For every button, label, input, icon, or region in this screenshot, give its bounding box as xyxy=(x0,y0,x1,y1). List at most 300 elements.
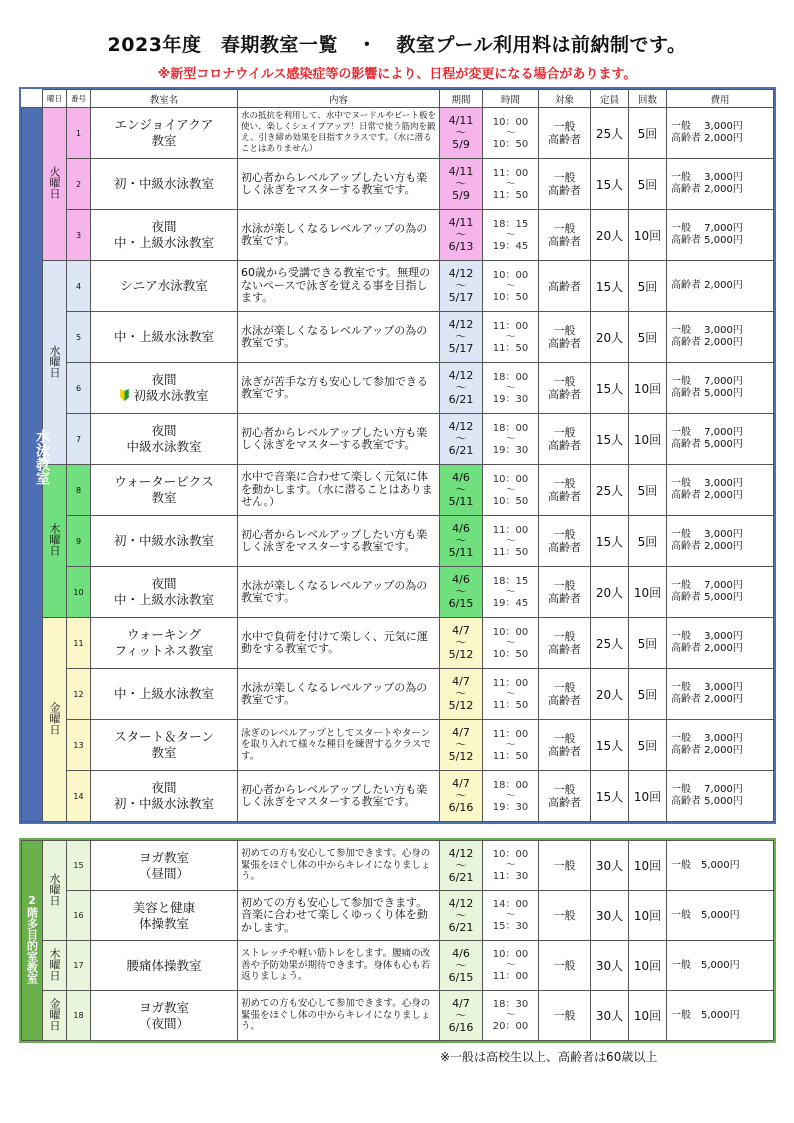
class-content: 初めての方も安心して参加できます。心身の緊張をほぐし体の中からキレイになりましょう。 xyxy=(238,841,440,891)
fee-line: 高齢者 2,000円 xyxy=(671,694,743,705)
class-capacity: 30人 xyxy=(591,841,629,891)
class-target xyxy=(539,991,591,1041)
fee-line: 高齢者 2,000円 xyxy=(671,337,743,348)
name-line: 教室 xyxy=(151,745,177,760)
class-sessions: 5回 xyxy=(629,465,667,516)
day-cell xyxy=(43,841,67,941)
name-line: 体操教室 xyxy=(138,915,189,931)
period-line: 5/11 xyxy=(448,546,474,559)
class-fee xyxy=(667,108,774,159)
time-line: 10：00 xyxy=(492,949,529,960)
class-name xyxy=(91,159,238,210)
period-line: ～ xyxy=(455,687,467,700)
class-name xyxy=(91,414,238,465)
table-row xyxy=(22,941,774,991)
beginner-mark-icon xyxy=(119,389,130,401)
class-number: 2 xyxy=(67,159,91,210)
class-content: 初心者からレベルアップしたい方も楽しく泳ぎをマスターする教室です。 xyxy=(238,159,440,210)
class-capacity: 15人 xyxy=(591,720,629,771)
period-line: 4/7 xyxy=(452,777,470,790)
class-period xyxy=(440,669,483,720)
period-line: ～ xyxy=(455,330,467,343)
target-line: 一般 xyxy=(553,579,576,592)
day-cell xyxy=(43,618,67,822)
fee-line: 一般 3,000円 xyxy=(671,325,743,336)
time-line: 18：00 xyxy=(492,371,529,383)
class-target xyxy=(539,414,591,465)
time-line: 19：30 xyxy=(492,801,529,813)
time-line: ～ xyxy=(505,280,516,292)
time-line: 11：50 xyxy=(492,750,529,762)
fee-line: 一般 3,000円 xyxy=(671,631,743,642)
class-sessions: 5回 xyxy=(629,516,667,567)
class-target xyxy=(539,669,591,720)
class-target xyxy=(539,159,591,210)
class-capacity: 30人 xyxy=(591,991,629,1041)
class-time xyxy=(483,210,539,261)
class-name xyxy=(91,261,238,312)
fee-line: 高齢者 2,000円 xyxy=(671,490,743,501)
table-row xyxy=(22,841,774,891)
time-line: ～ xyxy=(505,586,516,598)
class-number: 4 xyxy=(67,261,91,312)
period-line: ～ xyxy=(455,483,467,496)
table-row xyxy=(22,516,774,567)
target-line: 一般 xyxy=(553,375,576,388)
time-line: 14：00 xyxy=(492,899,529,910)
class-capacity: 15人 xyxy=(591,261,629,312)
class-name xyxy=(91,567,238,618)
period-line: 5/17 xyxy=(448,291,474,304)
class-period xyxy=(440,891,483,941)
class-fee xyxy=(667,159,774,210)
fee-line: 一般 3,000円 xyxy=(671,529,743,540)
period-line: ～ xyxy=(455,1008,467,1022)
class-period xyxy=(440,720,483,771)
period-line: ～ xyxy=(455,534,467,547)
class-name xyxy=(91,618,238,669)
time-line: 10：00 xyxy=(492,269,529,281)
class-fee xyxy=(667,363,774,414)
header-content: 内容 xyxy=(238,90,440,108)
time-line: 19：30 xyxy=(492,444,529,456)
target-line: 一般 xyxy=(553,477,576,490)
class-fee xyxy=(667,618,774,669)
target-line: 一般 xyxy=(553,681,576,694)
table-row xyxy=(22,261,774,312)
period-line: ～ xyxy=(455,177,467,190)
time-line: ～ xyxy=(505,688,516,700)
fee-line: 一般 7,000円 xyxy=(671,223,743,234)
class-number: 9 xyxy=(67,516,91,567)
period-line: 6/21 xyxy=(448,920,474,934)
table-row xyxy=(22,363,774,414)
time-line: ～ xyxy=(505,484,516,496)
period-line: 4/11 xyxy=(448,216,474,229)
period-line: 4/11 xyxy=(448,165,474,178)
day-cell xyxy=(43,991,67,1041)
period-line: ～ xyxy=(455,789,467,802)
class-name xyxy=(91,465,238,516)
header-number: 番号 xyxy=(67,90,91,108)
class-target xyxy=(539,618,591,669)
name-line: スタート＆ターン xyxy=(114,729,214,744)
class-target xyxy=(539,312,591,363)
fee-line: 高齢者 5,000円 xyxy=(671,388,743,399)
target-line: 一般 xyxy=(553,783,576,796)
time-line: ～ xyxy=(505,535,516,547)
class-name xyxy=(91,771,238,822)
class-sessions: 10回 xyxy=(629,891,667,941)
class-time xyxy=(483,941,539,991)
class-name xyxy=(91,841,238,891)
fee-line: 一般 3,000円 xyxy=(671,172,743,183)
name-line: 初・中級水泳教室 xyxy=(113,533,214,548)
time-line: 10：50 xyxy=(492,648,529,660)
target-line: 一般 xyxy=(553,171,576,184)
class-sessions: 10回 xyxy=(629,991,667,1041)
fee-line: 高齢者 5,000円 xyxy=(671,439,743,450)
class-time xyxy=(483,720,539,771)
table-row xyxy=(22,567,774,618)
day-cell xyxy=(43,941,67,991)
time-line: 18：15 xyxy=(492,575,529,587)
class-number: 14 xyxy=(67,771,91,822)
class-time xyxy=(483,991,539,1041)
class-capacity: 20人 xyxy=(591,210,629,261)
period-line: 6/16 xyxy=(448,1020,474,1034)
class-content: 水泳が楽しくなるレベルアップの為の教室です。 xyxy=(238,210,440,261)
time-line: ～ xyxy=(505,127,516,139)
class-time xyxy=(483,516,539,567)
class-fee xyxy=(667,941,774,991)
name-line: 教室 xyxy=(151,490,177,505)
class-number: 11 xyxy=(67,618,91,669)
period-line: 4/12 xyxy=(448,369,474,382)
table-row xyxy=(22,618,774,669)
class-fee xyxy=(667,414,774,465)
target-line: 一般 xyxy=(553,120,576,133)
covid-notice: ※新型コロナウイルス感染症等の影響により、日程が変更になる場合があります。 xyxy=(157,67,637,82)
time-line: 10：00 xyxy=(492,626,529,638)
class-target xyxy=(539,567,591,618)
time-line: ～ xyxy=(505,637,516,649)
time-line: ～ xyxy=(505,960,516,971)
fee-line: 高齢者 2,000円 xyxy=(671,745,743,756)
name-line: 夜間 xyxy=(151,219,177,234)
time-line: 10：00 xyxy=(492,473,529,485)
fee-line: 一般 3,000円 xyxy=(671,682,743,693)
time-line: 11：00 xyxy=(492,728,529,740)
class-name xyxy=(91,891,238,941)
class-name xyxy=(91,108,238,159)
class-sessions: 5回 xyxy=(629,618,667,669)
target-line: 高齢者 xyxy=(548,643,581,656)
class-content: 水中で音楽に合わせて楽しく元気に体を動かします。（水に潜ることはありません。） xyxy=(238,465,440,516)
section-label xyxy=(22,841,43,1041)
class-content: 泳ぎが苦手な方も安心して参加できる教室です。 xyxy=(238,363,440,414)
table-row xyxy=(22,108,774,159)
name-line: （夜間） xyxy=(138,1015,189,1031)
class-period xyxy=(440,210,483,261)
target-line: 高齢者 xyxy=(548,337,581,350)
time-line: 11：00 xyxy=(492,320,529,332)
class-capacity: 25人 xyxy=(591,108,629,159)
period-line: 4/6 xyxy=(452,522,470,535)
fee-line: 高齢者 2,000円 xyxy=(671,184,743,195)
class-capacity: 15人 xyxy=(591,516,629,567)
target-line: 高齢者 xyxy=(548,439,581,452)
class-content: 泳ぎのレベルアップとしてスタートやターンを取り入れて様々な種目を練習するクラスです。 xyxy=(238,720,440,771)
class-sessions: 10回 xyxy=(629,414,667,465)
class-fee xyxy=(667,841,774,891)
class-number: 13 xyxy=(67,720,91,771)
class-sessions: 10回 xyxy=(629,363,667,414)
class-period xyxy=(440,465,483,516)
class-name xyxy=(91,363,238,414)
time-line: 11：30 xyxy=(492,871,529,882)
page-title: 2023年度 春期教室一覧 ・ 教室プール利用料は前納制です。 xyxy=(107,34,687,56)
class-target xyxy=(539,261,591,312)
footnote: ※一般は高校生以上、高齢者は60歳以上 xyxy=(440,1050,658,1064)
class-time xyxy=(483,618,539,669)
time-line: ～ xyxy=(505,382,516,394)
class-sessions: 10回 xyxy=(629,841,667,891)
class-capacity: 25人 xyxy=(591,618,629,669)
table-row xyxy=(22,159,774,210)
section-label xyxy=(22,108,50,822)
time-line: 18：30 xyxy=(492,999,529,1010)
fee-line: 一般 3,000円 xyxy=(671,733,743,744)
class-sessions: 10回 xyxy=(629,210,667,261)
target-line: 高齢者 xyxy=(548,541,581,554)
class-content: 水泳が楽しくなるレベルアップの為の教室です。 xyxy=(238,312,440,363)
time-line: 10：50 xyxy=(492,291,529,303)
fee-line: 一般 7,000円 xyxy=(671,376,743,387)
studio-class-table xyxy=(21,840,774,1041)
day-label: 水泳教室 xyxy=(34,428,50,485)
class-number: 17 xyxy=(67,941,91,991)
fee-line: 高齢者 2,000円 xyxy=(671,541,743,552)
class-fee xyxy=(667,465,774,516)
class-period xyxy=(440,991,483,1041)
class-fee xyxy=(667,516,774,567)
class-capacity: 30人 xyxy=(591,891,629,941)
period-line: ～ xyxy=(455,958,467,972)
target-line: 一般 xyxy=(553,1009,576,1022)
header-sessions: 回数 xyxy=(629,90,667,108)
pool-class-table xyxy=(21,89,774,822)
name-line: 初・中級水泳教室 xyxy=(113,176,214,191)
time-line: 11：00 xyxy=(492,167,529,179)
fee-line: 一般 7,000円 xyxy=(671,784,743,795)
class-sessions: 10回 xyxy=(629,771,667,822)
class-time xyxy=(483,465,539,516)
class-content: 水の抵抗を利用して、水中でヌードルやビート板を使い、楽しくシェイプアップ！日常で使う筋肉を鍛え、引き締め効果を目指すクラスです。（水に潜ることはありません） xyxy=(238,108,440,159)
class-period xyxy=(440,363,483,414)
target-line: 高齢者 xyxy=(548,388,581,401)
class-period xyxy=(440,159,483,210)
class-period xyxy=(440,414,483,465)
class-period xyxy=(440,841,483,891)
class-name xyxy=(91,941,238,991)
class-time xyxy=(483,841,539,891)
table-row xyxy=(22,210,774,261)
class-content: 初心者からレベルアップしたい方も楽しく泳ぎをマスターする教室です。 xyxy=(238,414,440,465)
name-line: 初・中級水泳教室 xyxy=(113,796,214,811)
time-line: 10：00 xyxy=(492,849,529,860)
target-line: 高齢者 xyxy=(548,796,581,809)
class-fee xyxy=(667,891,774,941)
name-line: 夜間 xyxy=(151,780,177,795)
class-content: 水中で負荷を付けて楽しく、元気に運動をする教室です。 xyxy=(238,618,440,669)
target-line: 一般 xyxy=(553,859,576,872)
class-period xyxy=(440,261,483,312)
time-line: ～ xyxy=(505,910,516,921)
period-line: 5/11 xyxy=(448,495,474,508)
period-line: 4/6 xyxy=(452,573,470,586)
period-line: 4/7 xyxy=(452,624,470,637)
class-capacity: 25人 xyxy=(591,465,629,516)
name-line: 夜間 xyxy=(151,372,177,387)
class-number: 7 xyxy=(67,414,91,465)
day-label: 金曜日 xyxy=(48,701,61,735)
class-period xyxy=(440,941,483,991)
class-number: 12 xyxy=(67,669,91,720)
period-line: 4/7 xyxy=(452,996,470,1010)
period-line: 6/21 xyxy=(448,870,474,884)
time-line: 18：00 xyxy=(492,422,529,434)
name-line: ウォーターピクス xyxy=(114,474,214,489)
time-line: ～ xyxy=(505,331,516,343)
time-line: 11：50 xyxy=(492,189,529,201)
day-label: 2階多目的室教室 xyxy=(25,894,39,984)
class-content: 60歳から受講できる教室です。無理のないペースで泳ぎを覚える事を目指します。 xyxy=(238,261,440,312)
time-line: 10：00 xyxy=(492,116,529,128)
class-number: 6 xyxy=(67,363,91,414)
class-target xyxy=(539,465,591,516)
period-line: 6/21 xyxy=(448,393,474,406)
period-line: ～ xyxy=(455,585,467,598)
class-time xyxy=(483,159,539,210)
period-line: 5/12 xyxy=(448,648,474,661)
class-name xyxy=(91,210,238,261)
time-line: 10：50 xyxy=(492,138,529,150)
target-line: 高齢者 xyxy=(548,279,581,293)
class-fee xyxy=(667,720,774,771)
name-line: 夜間 xyxy=(151,423,177,438)
name-line: ウォーキング xyxy=(126,627,202,642)
fee-line: 高齢者 2,000円 xyxy=(671,133,743,144)
class-number: 3 xyxy=(67,210,91,261)
period-line: ～ xyxy=(455,908,467,922)
target-line: 高齢者 xyxy=(548,133,581,146)
period-line: 4/11 xyxy=(448,114,474,127)
class-capacity: 20人 xyxy=(591,312,629,363)
fee-line: 高齢者 2,000円 xyxy=(671,280,743,291)
name-line: 中・上級水泳教室 xyxy=(113,592,214,607)
class-sessions: 5回 xyxy=(629,261,667,312)
period-line: ～ xyxy=(455,126,467,139)
table-row xyxy=(22,414,774,465)
name-line: 教室 xyxy=(151,133,177,148)
period-line: 4/6 xyxy=(452,471,470,484)
header-period: 期間 xyxy=(440,90,483,108)
fee-line: 一般 3,000円 xyxy=(671,478,743,489)
time-line: ～ xyxy=(505,433,516,445)
time-line: 18：00 xyxy=(492,779,529,791)
header-fee: 費用 xyxy=(667,90,774,108)
period-line: 6/15 xyxy=(448,597,474,610)
period-line: 5/9 xyxy=(452,189,470,202)
class-period xyxy=(440,618,483,669)
class-capacity: 20人 xyxy=(591,567,629,618)
target-line: 一般 xyxy=(553,630,576,643)
class-period xyxy=(440,771,483,822)
time-line: 18：15 xyxy=(492,218,529,230)
target-line: 一般 xyxy=(553,959,576,972)
day-label: 火曜日 xyxy=(48,166,61,199)
name-line: エンジョイアクア xyxy=(114,117,214,132)
class-number: 5 xyxy=(67,312,91,363)
class-content: 初めての方も安心して参加できます。音楽に合わせて楽しくゆっくり体を動かします。 xyxy=(238,891,440,941)
period-line: 5/9 xyxy=(452,138,470,151)
table-row xyxy=(22,465,774,516)
period-line: 5/17 xyxy=(448,342,474,355)
fee-line: 高齢者 5,000円 xyxy=(671,235,743,246)
day-label: 水曜日 xyxy=(48,344,61,378)
period-line: 6/15 xyxy=(448,970,474,984)
class-sessions: 5回 xyxy=(629,669,667,720)
name-line: 初級水泳教室 xyxy=(133,388,209,403)
day-label: 水曜日 xyxy=(48,872,61,906)
period-line: ～ xyxy=(455,858,467,872)
time-line: ～ xyxy=(505,790,516,802)
class-capacity: 30人 xyxy=(591,941,629,991)
class-time xyxy=(483,567,539,618)
name-line: フィットネス教室 xyxy=(114,643,214,658)
period-line: 6/16 xyxy=(448,801,474,814)
name-line: 美容と健康 xyxy=(132,899,196,915)
class-period xyxy=(440,516,483,567)
name-line: ヨガ教室 xyxy=(138,999,189,1015)
period-line: 6/21 xyxy=(448,444,474,457)
class-fee xyxy=(667,210,774,261)
time-line: 15：30 xyxy=(492,921,529,932)
period-line: 4/12 xyxy=(448,267,474,280)
class-period xyxy=(440,108,483,159)
class-sessions: 10回 xyxy=(629,567,667,618)
target-line: 高齢者 xyxy=(548,694,581,707)
class-time xyxy=(483,414,539,465)
target-line: 高齢者 xyxy=(548,235,581,248)
class-sessions: 5回 xyxy=(629,108,667,159)
class-capacity: 20人 xyxy=(591,669,629,720)
class-fee xyxy=(667,312,774,363)
class-number: 10 xyxy=(67,567,91,618)
period-line: 4/12 xyxy=(448,846,474,860)
class-target xyxy=(539,108,591,159)
period-line: 4/12 xyxy=(448,896,474,910)
period-line: ～ xyxy=(455,228,467,241)
fee-line: 高齢者 2,000円 xyxy=(671,643,743,654)
time-line: ～ xyxy=(505,1010,516,1021)
target-line: 高齢者 xyxy=(548,745,581,758)
class-number: 15 xyxy=(67,841,91,891)
name-line: 夜間 xyxy=(151,576,177,591)
class-sessions: 10回 xyxy=(629,941,667,991)
period-line: 4/12 xyxy=(448,420,474,433)
